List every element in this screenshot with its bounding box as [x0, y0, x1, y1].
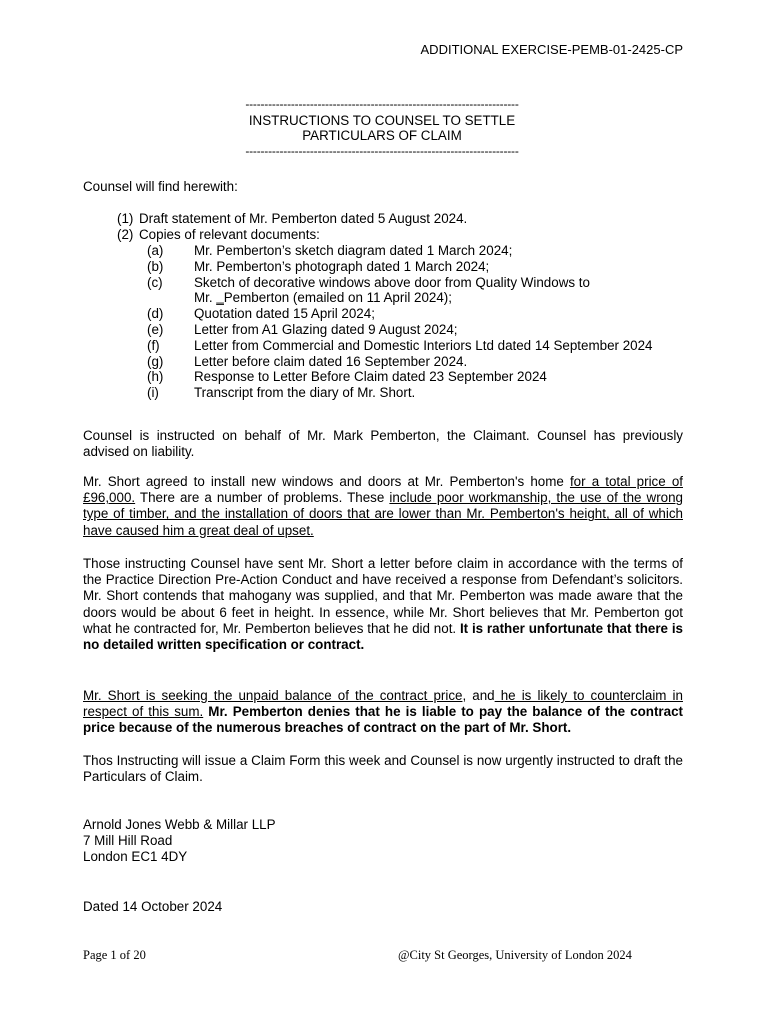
document-reference: ADDITIONAL EXERCISE-PEMB-01-2425-CP	[420, 42, 683, 57]
list-item	[147, 354, 694, 370]
list-item	[147, 369, 694, 385]
list-item	[147, 338, 694, 354]
list-item-label: (i)	[147, 385, 159, 401]
paragraph-instruction: Counsel is instructed on behalf of Mr. Mark Pemberton, the Claimant. Counsel has previously advised on liability.	[83, 428, 683, 460]
list-item-text: Letter from A1 Glazing dated 9 August 2024;	[194, 321, 458, 337]
paragraph-text: , and	[462, 688, 495, 703]
documents-list	[117, 211, 467, 243]
intro-text: Counsel will find herewith:	[83, 179, 238, 194]
paragraph-counterclaim	[83, 688, 683, 737]
list-item-text: Draft statement of Mr. Pemberton dated 5 August 2024.	[139, 211, 468, 226]
list-item-text: Transcript from the diary of Mr. Short.	[194, 385, 416, 401]
copyright-notice: @City St Georges, University of London 2024	[398, 948, 632, 962]
list-item	[147, 259, 694, 275]
paragraph-letter-before-claim	[83, 556, 683, 653]
list-item-text: Letter from Commercial and Domestic Interiors Ltd dated 14 September 2024	[194, 337, 653, 353]
bold-text: Mr. Pemberton denies that he is liable to pay the balance of the contract price because of the numerous breaches of contract on the part of Mr. Short.	[83, 704, 683, 736]
list-item-label: (e)	[147, 321, 164, 337]
page-number: Page 1 of 20	[83, 948, 146, 962]
underlined-text: he is likely to counterclaim in respect of this sum.	[83, 688, 683, 720]
firm-name: Arnold Jones Webb & Millar LLP	[83, 817, 276, 832]
list-item-label: (c)	[147, 274, 163, 290]
paragraph-agreement	[83, 474, 683, 539]
paragraph-text: Mr. Short agreed to install new windows and doors at Mr. Pemberton's home	[83, 474, 570, 489]
list-item-number: (1)	[117, 211, 134, 226]
list-item	[147, 243, 694, 259]
bold-text: It is rather unfortunate that there is no detailed written specification or contract.	[83, 620, 683, 653]
list-item-text: Copies of relevant documents:	[139, 226, 320, 242]
list-item-text-line-2: Mr. ‗Pemberton (emailed on 11 April 2024);	[194, 290, 452, 306]
list-item-text: Response to Letter Before Claim dated 23 September 2024	[194, 369, 547, 385]
list-item-label: (a)	[147, 243, 164, 258]
document-date: Dated 14 October 2024	[83, 899, 223, 914]
title-divider-bottom: ------------------------------------------------------------------------	[245, 143, 519, 158]
title-line-2: PARTICULARS OF CLAIM	[302, 128, 462, 143]
list-item-text: Mr. Pemberton’s photograph dated 1 March 2024;	[194, 258, 490, 274]
list-item-label: (b)	[147, 258, 164, 274]
list-item	[147, 385, 694, 401]
list-item-label: (f)	[147, 337, 160, 353]
list-item-text	[194, 275, 694, 307]
paragraph-claim-form: Thos Instructing will issue a Claim Form this week and Counsel is now urgently instructed to draft the Particulars of Claim.	[83, 753, 683, 785]
title-divider-top: ------------------------------------------------------------------------	[245, 97, 519, 111]
list-item-label: (g)	[147, 353, 164, 369]
underlined-text: include poor workmanship, the use of the wrong type of timber, and the installation of doors that are lower than Mr. Pemberton's height, all of which have caused him a great deal of upset.	[83, 490, 683, 538]
title-line-1: INSTRUCTIONS TO COUNSEL TO SETTLE	[248, 112, 516, 128]
address-city: London EC1 4DY	[83, 849, 188, 864]
list-item-number: (2)	[117, 226, 134, 242]
list-item-text: Quotation dated 15 April 2024;	[194, 306, 375, 322]
paragraph-text: There are a number of problems. These	[135, 490, 390, 506]
list-item	[117, 227, 467, 243]
list-item-text: Letter before claim dated 16 September 2024.	[194, 353, 468, 369]
list-item	[147, 306, 694, 322]
underlined-text: Mr. Short is seeking the unpaid balance of the contract price	[83, 688, 463, 703]
sub-documents-list	[147, 243, 694, 401]
list-item	[147, 322, 694, 338]
underlined-text: for a total price of £96,000.	[83, 474, 683, 506]
list-item-text: Mr. Pemberton’s sketch diagram dated 1 March 2024;	[194, 243, 513, 258]
list-item	[147, 275, 694, 307]
list-item	[117, 211, 467, 227]
paragraph-text: Those instructing Counsel have sent Mr. Short a letter before claim in accordance with the terms of the Practice Direction Pre-Action Conduct and have received a response from Defendant’s solicitors. Mr. Short contends that mahogany was supplied, and that Mr. Pemberton was made aware that the doors would be about 6 feet in height. In essence, while Mr. Short believes that Mr. Pemberton got what he contracted for, Mr. Pemberton believes that he did not.	[83, 556, 683, 636]
list-item-label: (d)	[147, 306, 164, 322]
list-item-label: (h)	[147, 369, 164, 385]
firm-address	[83, 817, 276, 865]
title-block	[200, 97, 564, 159]
list-item-text-line-1: Sketch of decorative windows above door from Quality Windows to	[194, 274, 590, 290]
address-street: 7 Mill Hill Road	[83, 833, 173, 848]
